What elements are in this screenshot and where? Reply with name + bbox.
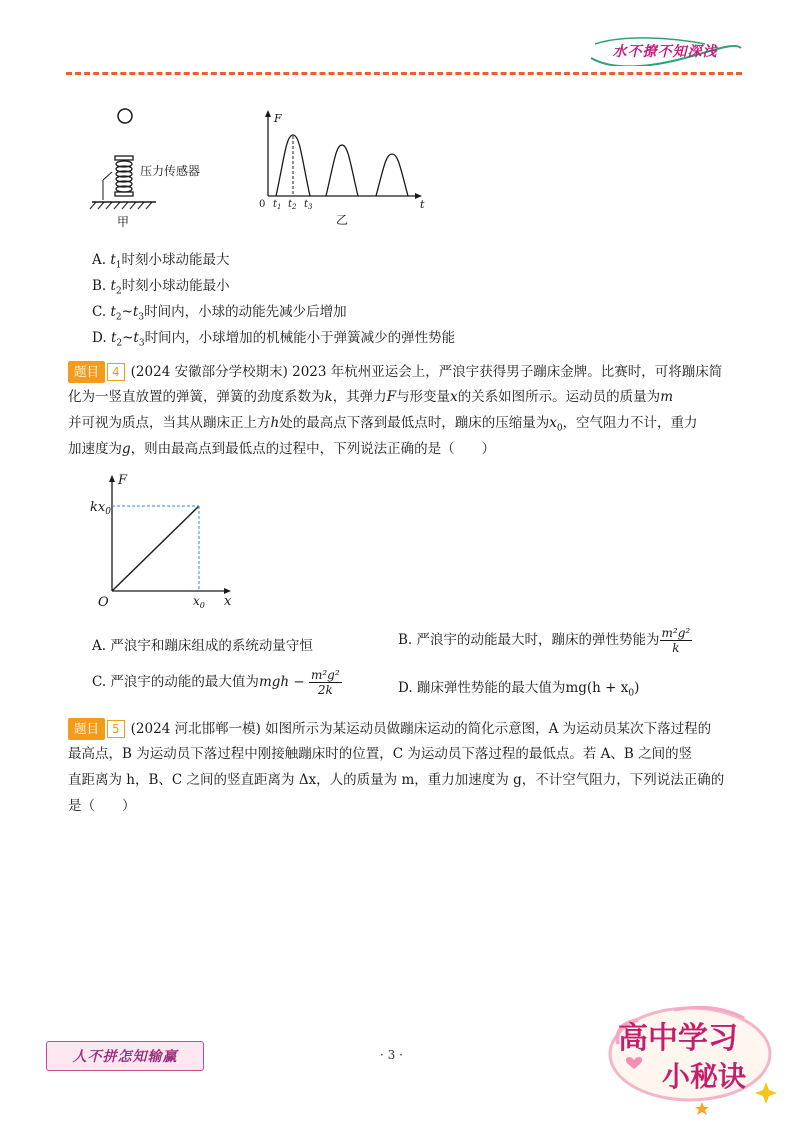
q5-line-1: 题目 5 (2024 河北邯郸一模) 如图所示为某运动员做蹦床运动的简化示意图，A 为运动员某次下落过程的 — [68, 718, 711, 740]
q5-line-4: 是（ ） — [68, 798, 136, 814]
q5-line-2: 最高点，B 为运动员下落过程中刚接触蹦床时的位置，C 为运动员下落过程的最低点。若 A、B 之间的竖 — [68, 746, 693, 762]
logo-line-2: 小秘诀 — [662, 1060, 747, 1093]
star-icon — [695, 1102, 709, 1115]
kx0-label: $kx_0$ — [90, 500, 111, 517]
header-motto-badge — [585, 36, 745, 66]
logo-line-1: 高中学习 — [618, 1021, 738, 1056]
fraction: $\frac{\text{m²g²}}{2k}$ — [310, 668, 340, 697]
q3-option-b: B. $t_2$时刻小球动能最小 — [92, 278, 230, 297]
q4-option-b: B. 严浪宇的动能最大时，蹦床的弹性势能为 $\frac{\text{m²g²}}{k}$ — [398, 626, 691, 655]
q4-option-d: D. 蹦床弹性势能的最大值为$mg(h + x_0)$ — [398, 680, 640, 699]
question-tag: 题目 — [68, 718, 105, 740]
page-number: · 3 · — [380, 1048, 403, 1062]
q3-option-a: A. $t_1$时刻小球动能最大 — [92, 252, 230, 271]
axis-f-label: F — [118, 473, 128, 488]
caption-a: 甲 — [117, 215, 130, 229]
origin-label: 0 — [259, 199, 266, 210]
study-tips-logo — [604, 1004, 790, 1116]
fraction: $\frac{\text{m²g²}}{k}$ — [661, 626, 691, 655]
question-tag: 题目 — [68, 361, 105, 383]
q4-option-a: A. 严浪宇和蹦床组成的系统动量守恒 — [92, 638, 313, 654]
spring-icon — [115, 156, 133, 196]
q4-option-c: C. 严浪宇的动能的最大值为mgh − $\frac{\text{m²g²}}{2k}$ — [92, 668, 340, 697]
t1-label: $t_1$ — [273, 199, 282, 211]
q5-line-3: 直距离为 h，B、C 之间的竖直距离为 Δx，人的质量为 m，重力加速度为 g，不计空气阻力，下列说法正确的 — [68, 772, 725, 788]
q4-line-2: 化为一竖直放置的弹簧，弹簧的劲度系数为k，其弹力F与形变量x的关系如图所示。运动员的质量为m — [68, 389, 673, 405]
x0-label: $x_0$ — [193, 594, 205, 610]
footer-motto: 人不拼怎知输赢 — [46, 1041, 204, 1071]
t2-label: $t_2$ — [288, 199, 297, 211]
figure-spring-and-graph — [86, 100, 446, 235]
sensor-label: 压力传感器 — [140, 164, 201, 178]
axis-f-label: F — [274, 112, 282, 125]
force-time-graph — [259, 110, 425, 211]
t3-label: $t_3$ — [304, 199, 313, 211]
ball-icon — [118, 109, 132, 123]
q3-option-c: C. $t_2\sim t_3$时间内，小球的动能先减少后增加 — [92, 304, 347, 323]
q4-line-4: 加速度为g，则由最高点到最低点的过程中，下列说法正确的是（ ） — [68, 441, 496, 457]
origin-label: O — [98, 595, 109, 610]
caption-b: 乙 — [336, 213, 349, 227]
header-divider — [66, 72, 742, 75]
axis-x-label: x — [224, 594, 232, 609]
header-motto: 水不撩不知深浅 — [612, 44, 718, 60]
sparkle-icon — [755, 1082, 777, 1104]
question-number: 5 — [107, 720, 125, 738]
q3-option-d: D. $t_2\sim t_3$时间内，小球增加的机械能小于弹簧减少的弹性势能 — [92, 330, 456, 349]
q4-line-1: 题目 4 (2024 安徽部分学校期末) 2023 年杭州亚运会上，严浪宇获得男子蹦床金牌。比赛时，可将蹦床简 — [68, 361, 722, 383]
q4-line-3: 并可视为质点，当其从蹦床正上方h处的最高点下落到最低点时，蹦床的压缩量为$x_0$，空气阻力不计，重力 — [68, 415, 698, 434]
force-displacement-graph — [86, 468, 246, 613]
question-number: 4 — [107, 363, 125, 381]
axis-t-label: t — [420, 198, 425, 211]
